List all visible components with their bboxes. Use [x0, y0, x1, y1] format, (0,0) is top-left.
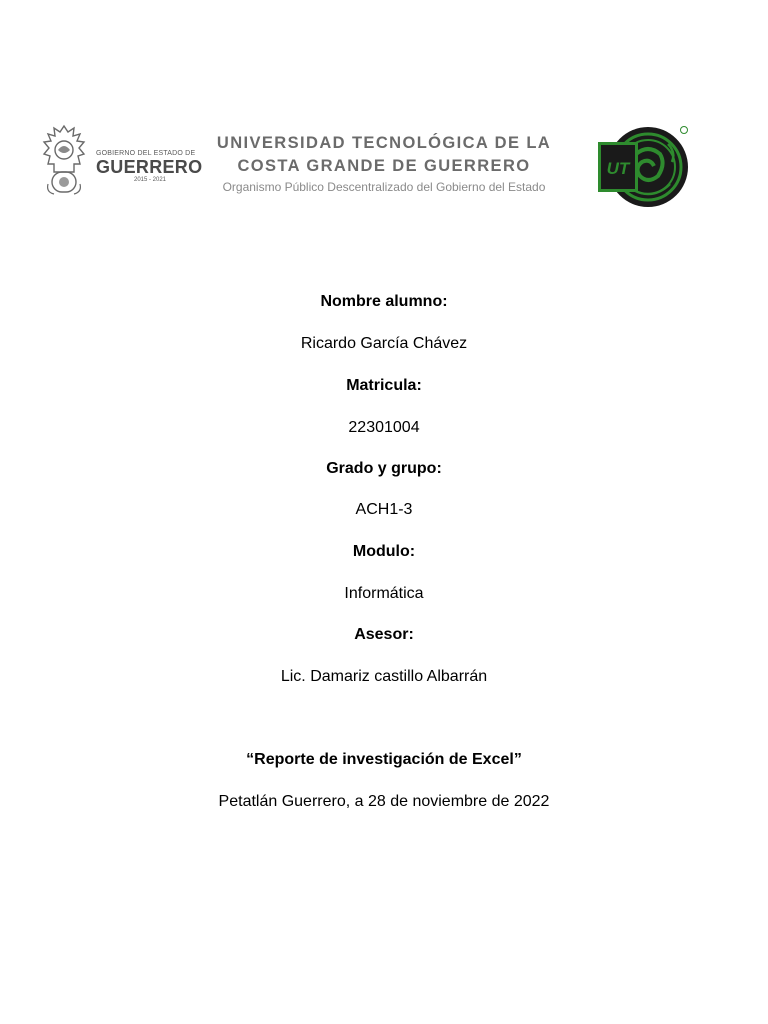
svg-text:UT: UT: [606, 159, 630, 178]
university-name-line2: COSTA GRANDE DE GUERRERO: [237, 157, 531, 175]
group-label: Grado y grupo:: [326, 460, 442, 477]
university-heading: [210, 132, 558, 195]
university-subtitle: Organismo Público Descentralizado del Gobierno del Estado: [222, 180, 546, 194]
guerrero-state-seal-icon: [40, 124, 88, 198]
enrollment-label: Matricula:: [346, 377, 422, 394]
student-name: Ricardo García Chávez: [300, 335, 468, 352]
document-header: [0, 118, 768, 218]
advisor-label: Asesor:: [354, 626, 414, 643]
government-years: 2015 - 2021: [133, 177, 167, 183]
student-label: Nombre alumno:: [320, 293, 448, 310]
place-and-date: Petatlán Guerrero, a 28 de noviembre de 2022: [218, 793, 550, 810]
group-value: ACH1-3: [355, 501, 413, 518]
module-value: Informática: [344, 585, 424, 602]
module-label: Modulo:: [352, 543, 416, 560]
report-title: “Reporte de investigación de Excel”: [246, 751, 522, 768]
ut-university-logo-icon: [596, 124, 692, 212]
government-label: GOBIERNO DEL ESTADO DE: [96, 150, 196, 157]
state-name: GUERRERO: [96, 157, 203, 177]
university-name-line1: UNIVERSIDAD TECNOLÓGICA DE LA: [216, 134, 552, 152]
advisor-value: Lic. Damariz castillo Albarrán: [280, 668, 488, 685]
enrollment-value: 22301004: [348, 419, 420, 436]
government-wordmark: [96, 150, 206, 183]
